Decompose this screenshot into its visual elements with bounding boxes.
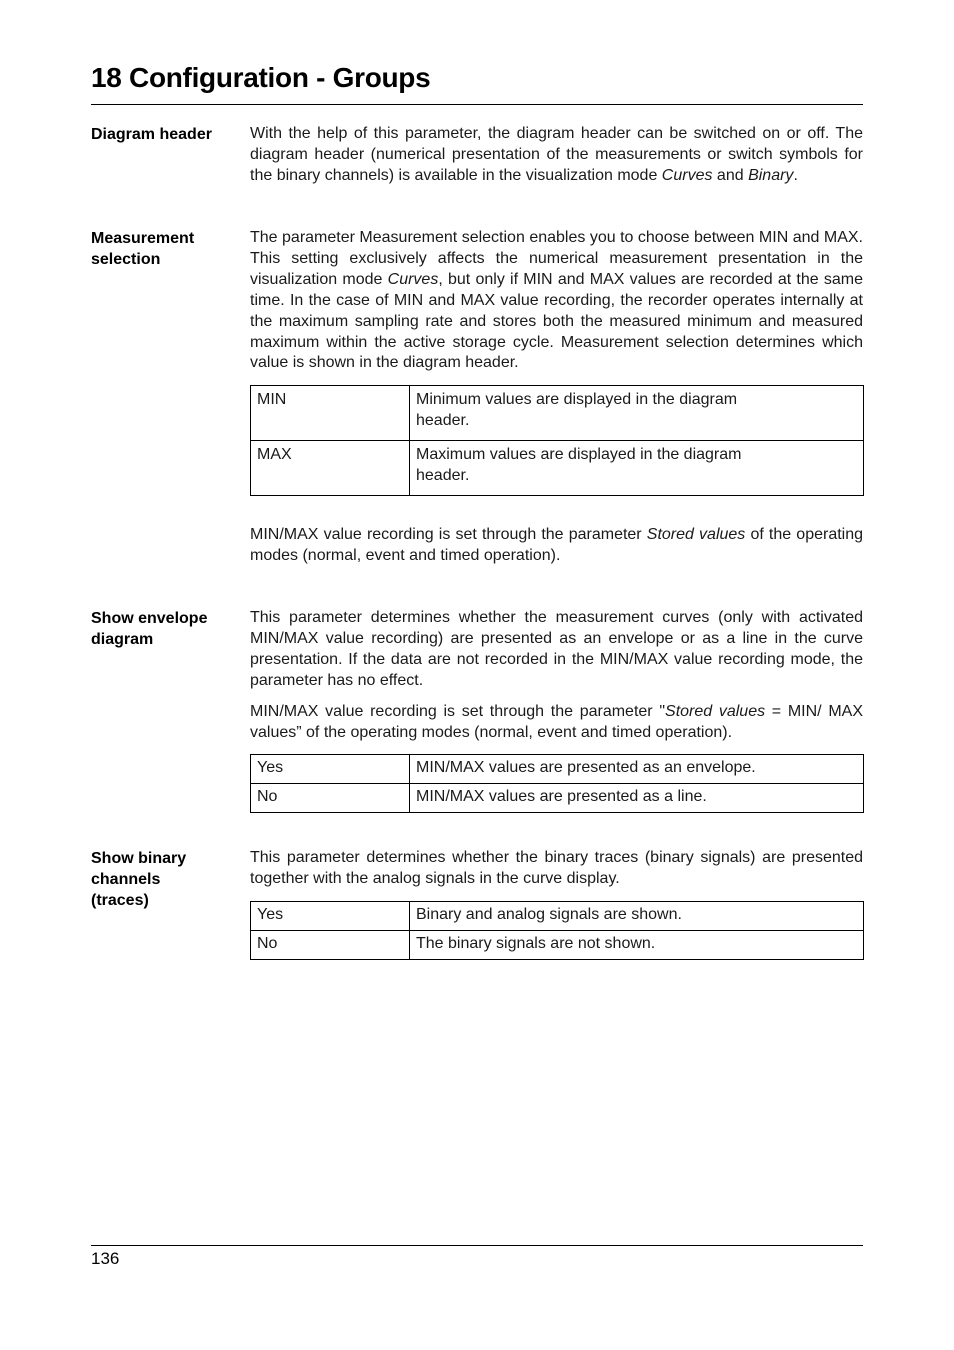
section-label-line: (traces) [91,892,149,909]
option-description: Binary and analog signals are shown. [410,901,864,930]
section-diagram-header [91,124,863,187]
page-title: 18 Configuration - Groups [91,62,431,93]
section-label [91,124,241,145]
section-label [91,608,241,650]
paragraph: MIN/MAX value recording is set through the parameter Stored values of the operating modes (normal, event and timed operation). [250,526,864,565]
section-label-line: channels [91,871,161,888]
paragraph: The parameter Measurement selection enables you to choose between MIN and MAX. This setting exclusively affects the numerical measurement presentation in the visualization mode Curves, but only if MIN and MAX values are recorded at the same time. In the case of MIN and MAX value recording, the recorder operates internally at the maximum sampling rate and stores both the measured minimum and measured maximum within the active storage cycle. Measurement selection determines which value is shown in the diagram header. [250,229,864,372]
italic-term: Curves [661,166,713,184]
option-key: MAX [251,441,410,496]
option-key: No [251,784,410,813]
section-label-line: Diagram header [91,126,212,143]
paragraph: This parameter determines whether the measurement curves (only with activated MIN/MAX value recording) are presented as an envelope or as a line in the curve presentation. If the data are not recorded in the MIN/MAX value recording mode, the parameter has no effect. [250,609,863,689]
option-key: Yes [251,901,410,930]
table-row [251,755,864,784]
section-label [91,228,241,270]
option-description: Maximum values are displayed in the diagram header. [410,441,864,496]
section-body [250,124,863,187]
section-label-line: selection [91,251,161,268]
section-label-line: Show envelope [91,610,208,627]
table-row [251,930,864,959]
italic-term: Stored values [646,526,746,544]
option-description: MIN/MAX values are presented as a line. [410,784,864,813]
page-number: 136 [91,1249,120,1268]
italic-term: Curves [387,270,439,288]
option-key: No [251,930,410,959]
table-row [251,441,864,496]
section-body [250,848,863,960]
option-key: MIN [251,386,410,441]
table-row [251,784,864,813]
section-measurement-selection [91,228,863,567]
options-table [250,901,864,960]
section-label [91,848,241,911]
options-table [250,754,864,813]
option-key: Yes [251,755,410,784]
paragraph: MIN/MAX value recording is set through the parameter "Stored values = MIN/ MAX values” of the operating modes (normal, event and timed operation). [250,702,864,741]
section-show-envelope [91,608,863,813]
option-description: The binary signals are not shown. [410,930,864,959]
paragraph: With the help of this parameter, the diagram header can be switched on or off. The diagram header (numerical presentation of the measurements or switch symbols for the binary channels) is available in the visualization mode Curves and Binary. [250,125,863,184]
title-rule [91,104,863,105]
section-label-line: diagram [91,631,154,648]
paragraph: This parameter determines whether the binary traces (binary signals) are presented together with the analog signals in the curve display. [250,849,863,887]
table-row [251,901,864,930]
option-description: Minimum values are displayed in the diagram header. [410,386,864,441]
section-body [250,608,863,813]
italic-term: Stored values [665,702,766,720]
options-table [250,385,864,496]
option-description: MIN/MAX values are presented as an envelope. [410,755,864,784]
section-label-line: Measurement [91,230,195,247]
section-label-line: Show binary [91,850,187,867]
footer-rule [91,1245,863,1246]
table-row [251,386,864,441]
section-show-binary [91,848,863,960]
italic-term: Binary [748,166,794,184]
section-body [250,228,863,567]
